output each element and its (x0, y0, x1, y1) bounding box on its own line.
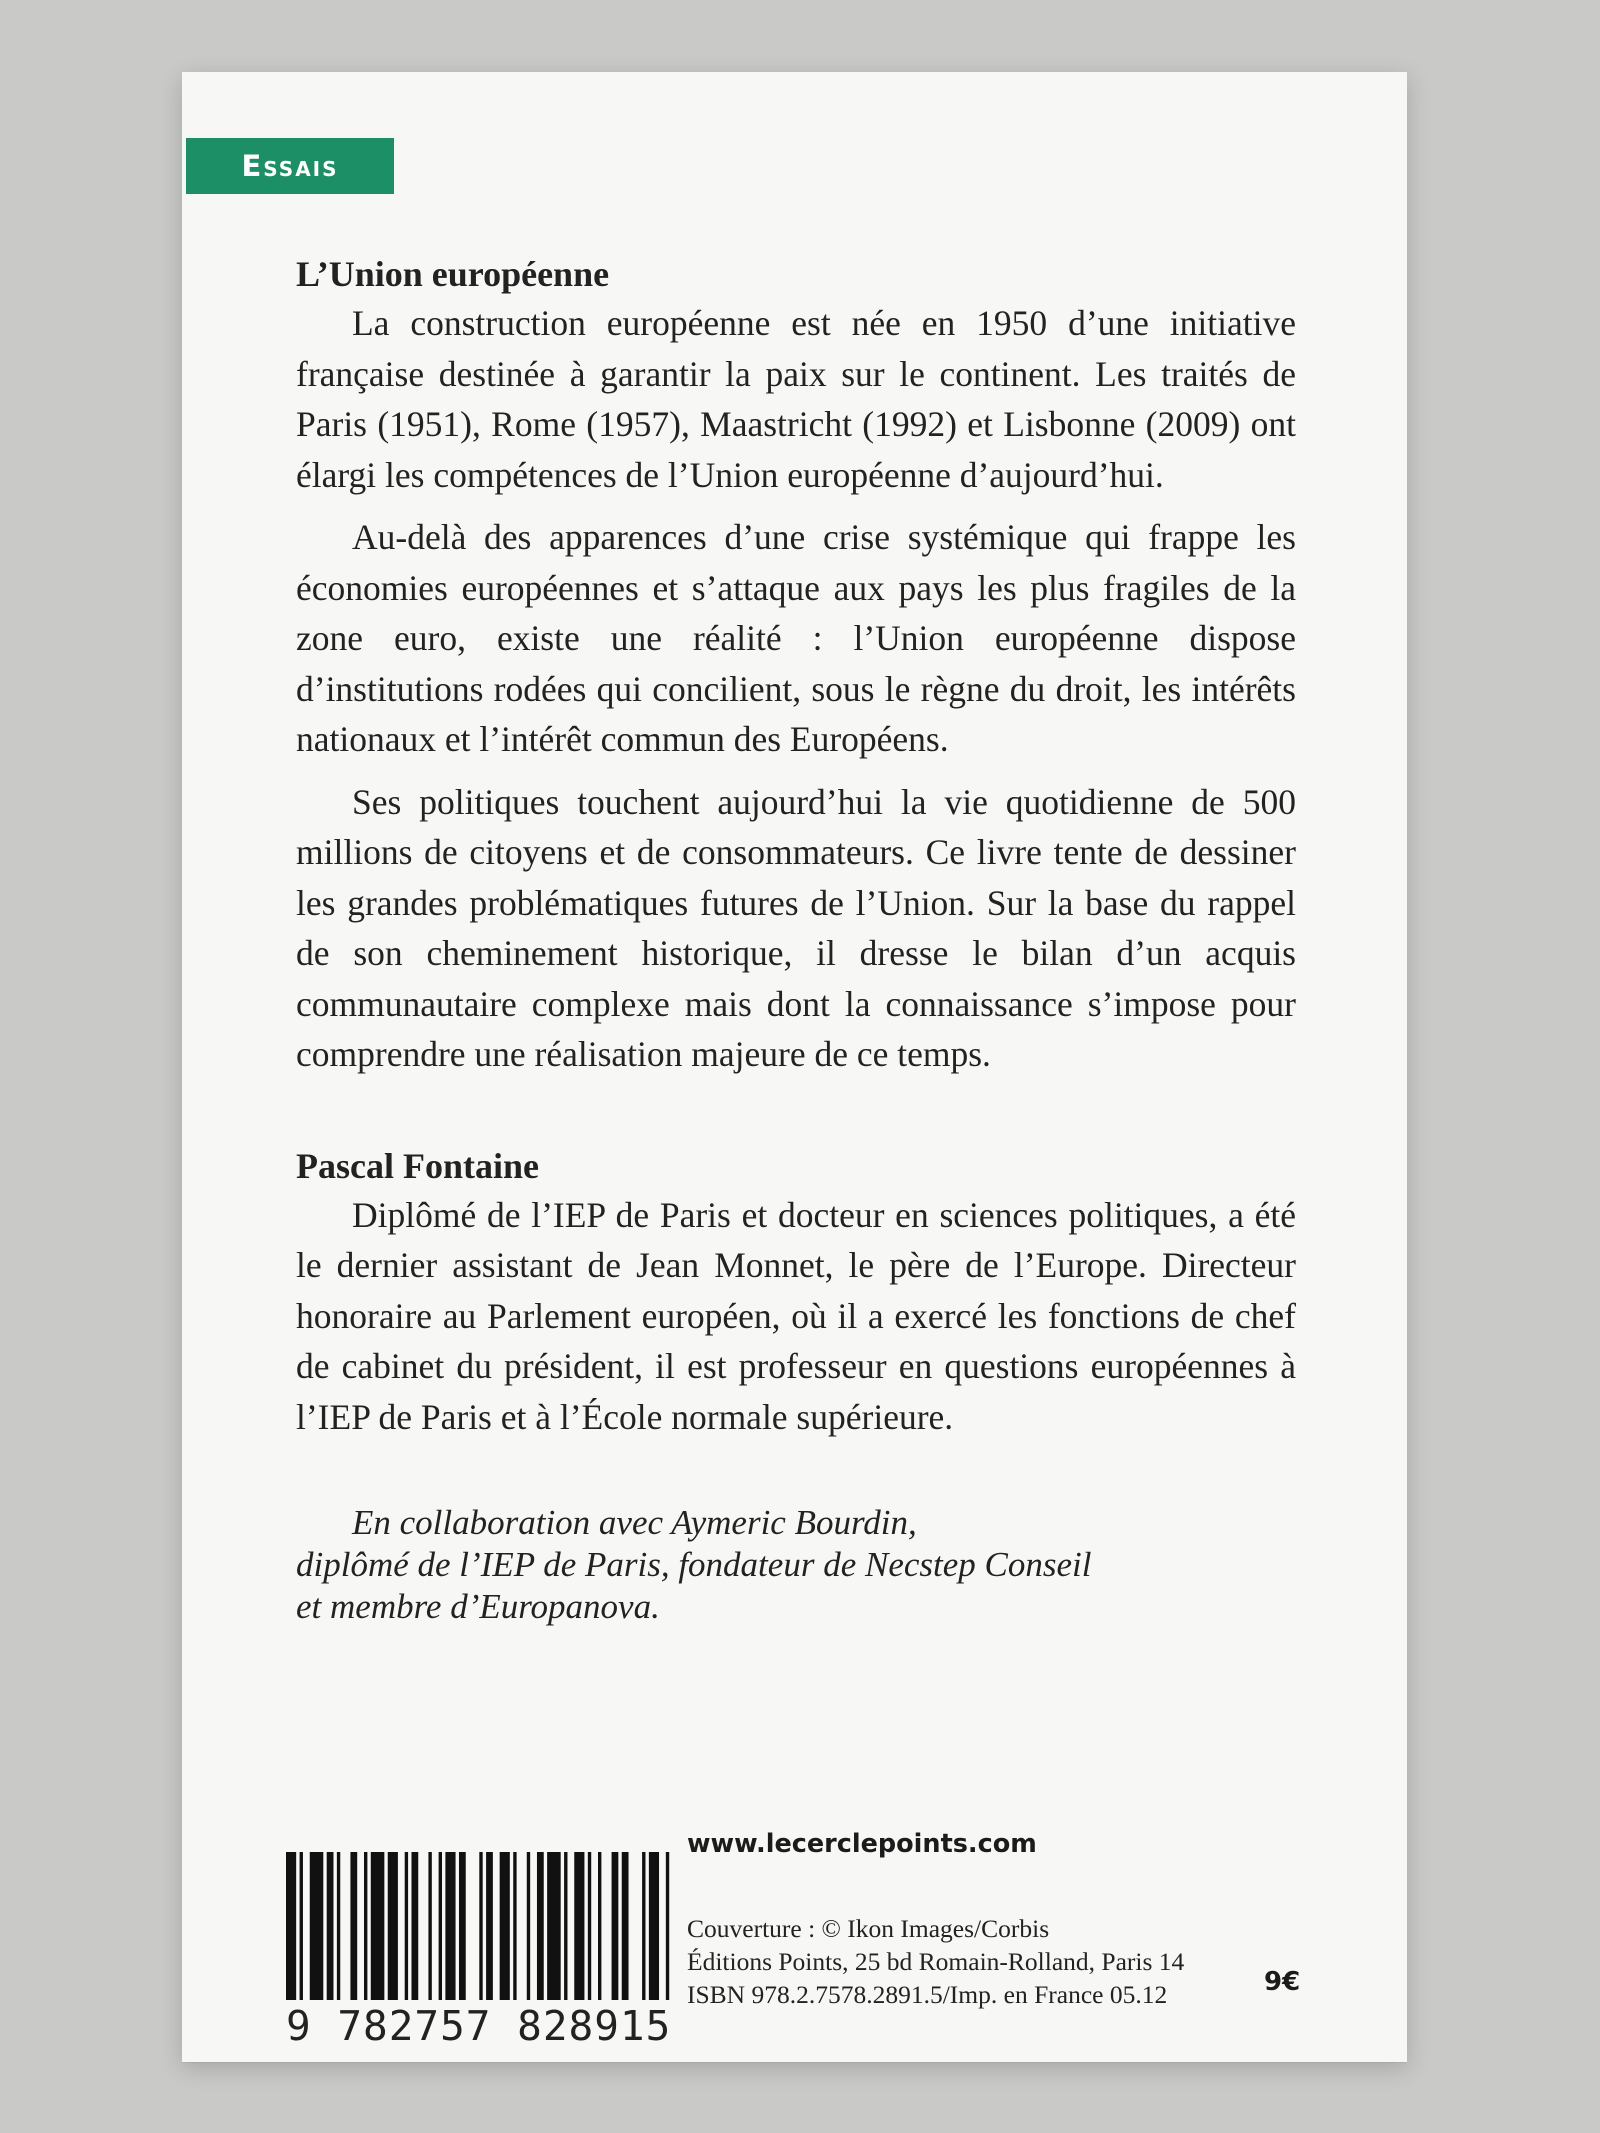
barcode-bar (642, 1852, 645, 2000)
publisher-address: Éditions Points, 25 bd Romain-Rolland, Paris 14 (687, 1947, 1185, 1976)
credits-block (687, 1912, 1227, 2011)
barcode-bar (439, 1852, 442, 2000)
barcode-bar (327, 1852, 334, 2000)
barcode-bar (622, 1852, 629, 2000)
barcode-bar (612, 1852, 619, 2000)
barcode-bar (598, 1852, 601, 2000)
summary-paragraph-2: Au-delà des apparences d’une crise systémique qui frappe les économies européennes et s’attaque aux pays les plus fragiles de la zone euro, existe une réalité : l’Union européenne dispose d’institutions rodées qui concilient, sous le règne du droit, les intérêts nationaux et l’intérêt commun des Européens. (296, 517, 1296, 759)
book-title: L’Union européenne (296, 254, 610, 294)
author-name: Pascal Fontaine (296, 1145, 539, 1186)
isbn-barcode (286, 1852, 678, 2052)
barcode-bar (527, 1852, 530, 2000)
barcode-bar (337, 1852, 340, 2000)
collaboration-note (296, 1502, 1296, 1628)
price: 9€ (1264, 1967, 1301, 1997)
barcode-bar (364, 1852, 367, 2000)
collaboration-line-3: et membre d’Europanova. (296, 1587, 660, 1626)
cover-credit: Couverture : © Ikon Images/Corbis (687, 1914, 1050, 1943)
barcode-bar (428, 1852, 431, 2000)
barcode-bar (300, 1852, 303, 2000)
barcode-bar (574, 1852, 584, 2000)
barcode-bar (486, 1852, 493, 2000)
barcode-bar (500, 1852, 510, 2000)
barcode-bar (564, 1852, 567, 2000)
barcode-bar (459, 1852, 466, 2000)
barcode-bar (445, 1852, 455, 2000)
barcode-bar (411, 1852, 418, 2000)
summary-paragraph-1: La construction européenne est née en 1950 d’une initiative française destinée à garantir la paix sur le continent. Les traités de Paris (1951), Rome (1957), Maastricht (1992) et Lisbonne (2009) ont élargi les compétences de l’Union européenne d’aujourd’hui. (296, 303, 1296, 495)
barcode-bar (371, 1852, 385, 2000)
collaboration-line-1: En collaboration avec Aymeric Bourdin, (352, 1503, 917, 1542)
barcode-bars (286, 1852, 676, 2000)
isbn-line: ISBN 978.2.7578.2891.5/Imp. en France 05.12 (687, 1980, 1168, 2009)
barcode-bar (666, 1852, 669, 2000)
barcode-bar (286, 1852, 296, 2000)
barcode-bar (537, 1852, 544, 2000)
author-bio: Diplômé de l’IEP de Paris et docteur en sciences politiques, a été le dernier assistant de Jean Monnet, le père de l’Europe. Directeur honoraire au Parlement européen, où il a exercé les fonctions de chef de cabinet du président, il est professeur en questions européennes à l’IEP de Paris et à l’École normale supérieure. (296, 1194, 1296, 1437)
barcode-bar (310, 1852, 324, 2000)
collection-tag: Essais (186, 138, 394, 194)
back-cover-text (296, 250, 1296, 1628)
barcode-bar (513, 1852, 516, 2000)
barcode-bar (479, 1852, 482, 2000)
barcode-bar (547, 1852, 561, 2000)
barcode-bar (649, 1852, 659, 2000)
collaboration-line-2: diplômé de l’IEP de Paris, fondateur de Necstep Conseil (296, 1545, 1092, 1584)
barcode-bar (350, 1852, 357, 2000)
book-back-cover (182, 72, 1407, 2062)
barcode-bar (388, 1852, 398, 2000)
barcode-digits: 9 782757 828915 (286, 2002, 672, 2050)
barcode-bar (588, 1852, 591, 2000)
barcode-bar (405, 1852, 408, 2000)
summary-paragraph-3: Ses politiques touchent aujourd’hui la vie quotidienne de 500 millions de citoyens et de consommateurs. Ce livre tente de dessiner les grandes problématiques futures de l’Union. Sur la base du rappel de son cheminement historique, il dresse le bilan d’un acquis communautaire complexe mais dont la connaissance s’impose pour comprendre une réalisation majeure de ce temps. (296, 781, 1296, 1074)
publisher-website: www.lecerclepoints.com (687, 1829, 1037, 1859)
